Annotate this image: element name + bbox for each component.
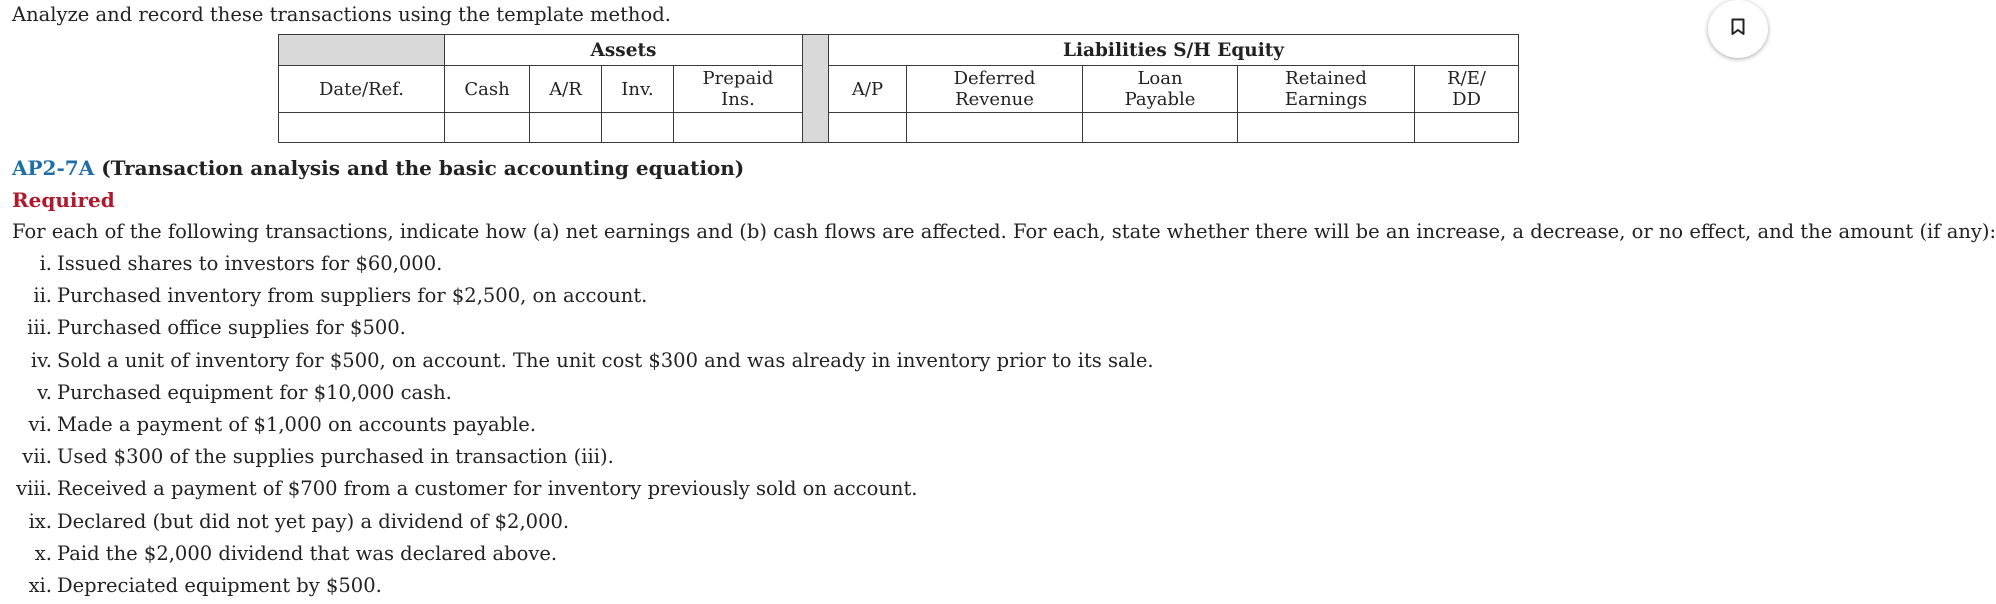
entry-cell	[674, 113, 803, 143]
entry-cell	[279, 113, 445, 143]
transaction-item	[0, 379, 1154, 411]
transaction-item	[0, 347, 1154, 379]
col-header-re-dd: R/E/ DD	[1415, 66, 1519, 113]
transaction-text: Used $300 of the supplies purchased in transaction (iii).	[57, 445, 614, 469]
transaction-item	[0, 282, 1154, 314]
col-header-retained-earnings: Retained Earnings	[1238, 66, 1415, 113]
transaction-text: Made a payment of $1,000 on accounts payable.	[57, 412, 537, 436]
transaction-number: vii.	[22, 445, 52, 469]
col-header-inv: Inv.	[602, 66, 674, 113]
assets-group-header: Assets	[445, 35, 803, 66]
template-table	[278, 34, 1519, 143]
bookmark-button[interactable]	[1708, 0, 1768, 58]
required-label: Required	[12, 188, 115, 212]
col-header-ap: A/P	[829, 66, 907, 113]
intro-text: Analyze and record these transactions using the template method.	[12, 3, 671, 26]
transaction-text: Issued shares to investors for $60,000.	[57, 252, 443, 275]
transaction-number: viii.	[16, 477, 52, 501]
entry-cell	[1083, 113, 1238, 143]
transaction-number: iii.	[27, 316, 52, 340]
transaction-text: Purchased inventory from suppliers for $2,500, on account.	[57, 284, 648, 308]
transaction-item	[0, 572, 1154, 604]
transaction-item	[0, 411, 1154, 443]
entry-cell	[445, 113, 530, 143]
transaction-number: i.	[39, 252, 52, 275]
col-header-ar: A/R	[530, 66, 602, 113]
transaction-item	[0, 475, 1154, 507]
transaction-number: ii.	[33, 284, 52, 308]
bookmark-icon	[1731, 18, 1745, 40]
problem-heading	[12, 154, 744, 182]
entry-cell	[829, 113, 907, 143]
blank-header-cell	[279, 35, 445, 66]
equals-divider	[803, 35, 829, 143]
entry-cell	[1238, 113, 1415, 143]
col-header-loan-payable: Loan Payable	[1083, 66, 1238, 113]
transaction-text: Purchased office supplies for $500.	[57, 316, 406, 340]
transaction-number: vi.	[28, 412, 52, 436]
col-header-date-ref: Date/Ref.	[279, 66, 445, 113]
transaction-text: Depreciated equipment by $500.	[57, 573, 382, 597]
transaction-text: Paid the $2,000 dividend that was declared above.	[57, 541, 558, 565]
transaction-list	[0, 250, 1154, 604]
transaction-number: x.	[34, 541, 52, 565]
transaction-item	[0, 508, 1154, 540]
entry-cell	[1415, 113, 1519, 143]
transaction-item	[0, 443, 1154, 475]
instruction-text: For each of the following transactions, indicate how (a) net earnings and (b) cash flows are affected. For each, state whether there will be an increase, a decrease, or no effect, and the amount (if any):	[12, 220, 1996, 243]
transaction-number: xi.	[28, 573, 52, 597]
transaction-number: iv.	[30, 348, 52, 372]
transaction-number: ix.	[28, 509, 52, 533]
col-header-cash: Cash	[445, 66, 530, 113]
transaction-item	[0, 540, 1154, 572]
transaction-number: v.	[37, 380, 52, 404]
liabilities-equity-group-header: Liabilities S/H Equity	[829, 35, 1519, 66]
transaction-item	[0, 314, 1154, 346]
col-header-deferred-revenue: Deferred Revenue	[907, 66, 1083, 113]
transaction-text: Sold a unit of inventory for $500, on account. The unit cost $300 and was already in inventory prior to its sale.	[57, 348, 1154, 372]
transaction-text: Purchased equipment for $10,000 cash.	[57, 380, 452, 404]
transaction-item	[0, 250, 1154, 282]
entry-cell	[530, 113, 602, 143]
transaction-text: Received a payment of $700 from a customer for inventory previously sold on account.	[57, 477, 918, 501]
transaction-text: Declared (but did not yet pay) a dividend of $2,000.	[57, 509, 570, 533]
col-header-prepaid-ins: Prepaid Ins.	[674, 66, 803, 113]
entry-cell	[907, 113, 1083, 143]
problem-code: AP2-7A	[12, 156, 95, 180]
problem-title: (Transaction analysis and the basic accounting equation)	[101, 156, 745, 180]
entry-cell	[602, 113, 674, 143]
